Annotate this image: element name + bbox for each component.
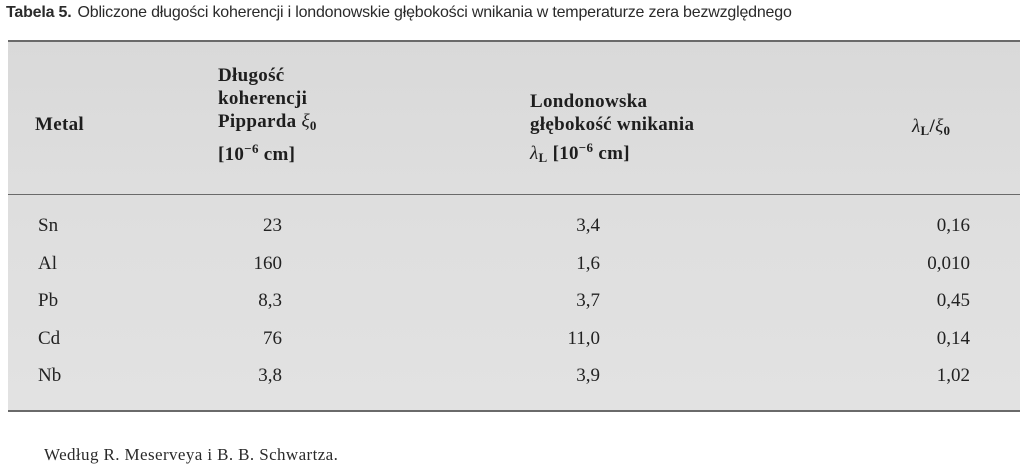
cell-london: 3,9 bbox=[576, 365, 600, 386]
cell-metal: Sn bbox=[38, 215, 59, 236]
table-row bbox=[8, 361, 1020, 391]
column-header-ratio bbox=[912, 115, 950, 142]
column-header-coherence bbox=[218, 64, 317, 166]
coherence-unit-exponent: −6 bbox=[244, 141, 259, 156]
table-row bbox=[8, 249, 1020, 279]
cell-metal: Al bbox=[38, 253, 57, 274]
xi-symbol: ξ bbox=[301, 111, 310, 132]
cell-coherence: 3,8 bbox=[258, 365, 282, 386]
ratio-xi-symbol: ξ bbox=[935, 116, 944, 137]
cell-coherence: 8,3 bbox=[258, 290, 282, 311]
lambda-symbol: λ bbox=[530, 143, 539, 164]
source-footnote: Według R. Meserveya i B. B. Schwartza. bbox=[44, 445, 339, 464]
cell-ratio: 0,45 bbox=[936, 290, 970, 311]
cell-metal: Pb bbox=[38, 290, 59, 311]
xi-subscript: 0 bbox=[309, 118, 317, 133]
coherence-header-line3 bbox=[218, 110, 317, 137]
cell-london: 11,0 bbox=[567, 328, 600, 349]
cell-coherence: 23 bbox=[263, 215, 282, 236]
ratio-lambda-subscript: L bbox=[920, 123, 930, 138]
cell-ratio: 0,16 bbox=[936, 215, 970, 236]
london-unit-open: [10 bbox=[547, 143, 579, 164]
coherence-header-line1: Długość bbox=[218, 65, 285, 86]
table-caption bbox=[6, 4, 792, 22]
ratio-xi-subscript: 0 bbox=[943, 123, 951, 138]
coherence-header-unit bbox=[218, 137, 317, 166]
cell-coherence: 76 bbox=[263, 328, 282, 349]
coherence-header-name: Pipparda bbox=[218, 111, 297, 132]
caption-label: Tabela 5. bbox=[6, 4, 72, 21]
cell-ratio: 0,14 bbox=[936, 328, 970, 349]
coherence-unit-open: [10 bbox=[218, 144, 245, 165]
london-header-unit bbox=[530, 136, 694, 169]
coherence-header-line2: koherencji bbox=[218, 88, 308, 109]
data-table bbox=[8, 40, 1020, 412]
lambda-subscript: L bbox=[538, 150, 548, 165]
london-unit-exponent: −6 bbox=[578, 140, 594, 155]
cell-london: 3,4 bbox=[576, 215, 600, 236]
london-header-line1: Londonowska bbox=[530, 91, 648, 112]
cell-metal: Cd bbox=[38, 328, 61, 349]
header-divider bbox=[8, 194, 1020, 195]
cell-metal: Nb bbox=[38, 365, 62, 386]
column-header-metal: Metal bbox=[35, 114, 84, 135]
cell-ratio: 0,010 bbox=[927, 253, 970, 274]
table-row bbox=[8, 211, 1020, 241]
ratio-lambda-symbol: λ bbox=[912, 116, 921, 137]
cell-london: 3,7 bbox=[576, 290, 600, 311]
london-header-line2: głębokość wnikania bbox=[530, 114, 695, 135]
coherence-unit-close: cm] bbox=[258, 144, 296, 165]
cell-london: 1,6 bbox=[576, 253, 600, 274]
caption-text: Obliczone długości koherencji i londonowskie głębokości wnikania w temperaturze zera bezwzględnego bbox=[77, 4, 792, 21]
column-header-london bbox=[530, 90, 694, 169]
london-unit-close: cm] bbox=[593, 143, 630, 164]
table-row bbox=[8, 286, 1020, 316]
cell-coherence: 160 bbox=[253, 253, 282, 274]
table-row bbox=[8, 324, 1020, 354]
ratio-slash: / bbox=[929, 116, 936, 137]
cell-ratio: 1,02 bbox=[936, 365, 970, 386]
